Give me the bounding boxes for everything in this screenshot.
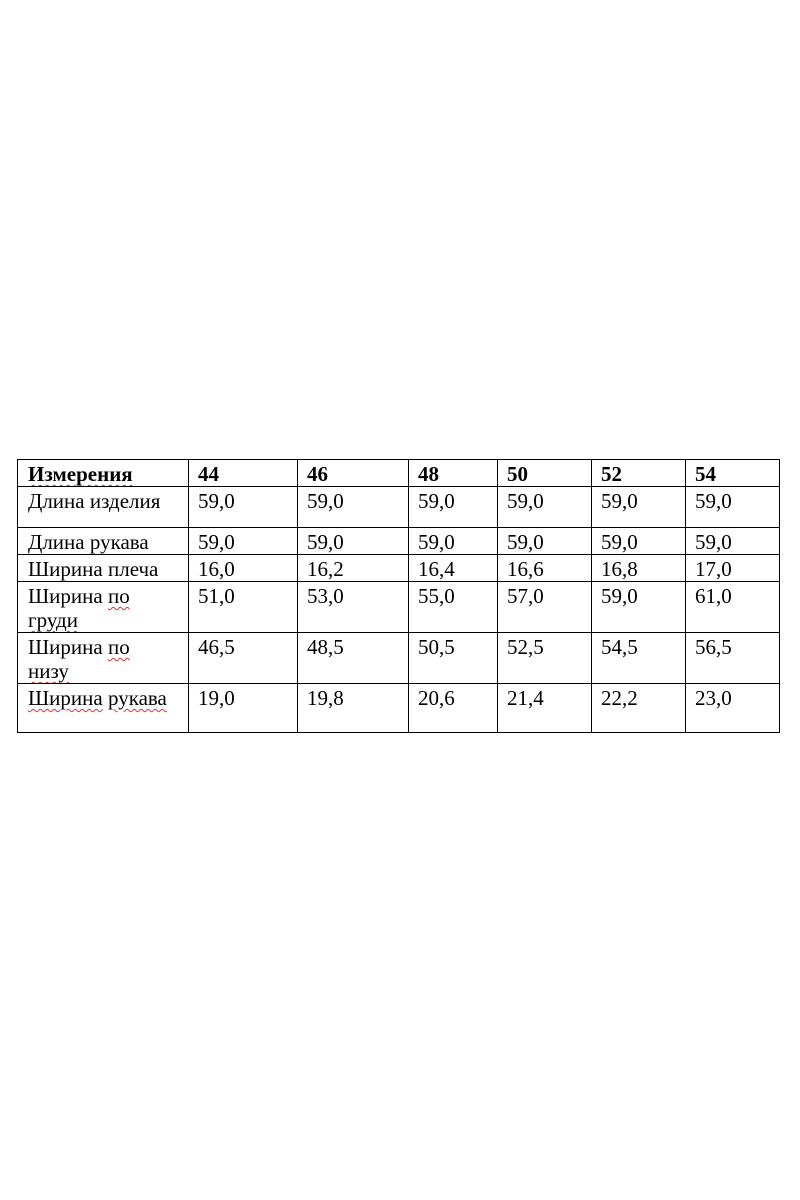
table-cell: 57,0 <box>498 582 592 633</box>
table-cell: 16,8 <box>592 555 686 582</box>
size-chart-table <box>17 459 780 733</box>
table-header-row <box>18 460 780 487</box>
header-size-54: 54 <box>686 460 780 487</box>
table-cell: 16,6 <box>498 555 592 582</box>
table-row <box>18 684 780 733</box>
table-cell: 54,5 <box>592 633 686 684</box>
row-label-chest-width: Ширина по груди <box>18 582 189 633</box>
table-cell: 16,0 <box>189 555 298 582</box>
header-measurements-label: Измерения <box>18 460 189 487</box>
table-row <box>18 633 780 684</box>
table-cell: 59,0 <box>189 487 298 528</box>
row-label-shoulder-width: Ширина плеча <box>18 555 189 582</box>
table-cell: 17,0 <box>686 555 780 582</box>
table-row <box>18 555 780 582</box>
header-size-44: 44 <box>189 460 298 487</box>
table-cell: 19,8 <box>298 684 409 733</box>
header-size-52: 52 <box>592 460 686 487</box>
table-cell: 20,6 <box>409 684 498 733</box>
table-row <box>18 487 780 528</box>
header-size-46: 46 <box>298 460 409 487</box>
table-cell: 59,0 <box>592 487 686 528</box>
table-cell: 16,4 <box>409 555 498 582</box>
table-cell: 59,0 <box>409 487 498 528</box>
header-size-50: 50 <box>498 460 592 487</box>
table-cell: 59,0 <box>686 487 780 528</box>
table-cell: 50,5 <box>409 633 498 684</box>
table-cell: 59,0 <box>592 528 686 555</box>
table-cell: 59,0 <box>498 528 592 555</box>
table-cell: 51,0 <box>189 582 298 633</box>
row-label-product-length: Длина изделия <box>18 487 189 528</box>
table-cell: 61,0 <box>686 582 780 633</box>
table-cell: 59,0 <box>189 528 298 555</box>
table-row <box>18 528 780 555</box>
table-cell: 22,2 <box>592 684 686 733</box>
table-cell: 16,2 <box>298 555 409 582</box>
table-cell: 19,0 <box>189 684 298 733</box>
table-cell: 23,0 <box>686 684 780 733</box>
header-size-48: 48 <box>409 460 498 487</box>
table-cell: 53,0 <box>298 582 409 633</box>
table-cell: 59,0 <box>298 487 409 528</box>
table-cell: 59,0 <box>409 528 498 555</box>
table-cell: 59,0 <box>686 528 780 555</box>
table-cell: 48,5 <box>298 633 409 684</box>
table-row <box>18 582 780 633</box>
table-cell: 21,4 <box>498 684 592 733</box>
table-cell: 59,0 <box>298 528 409 555</box>
table-cell: 56,5 <box>686 633 780 684</box>
table-cell: 55,0 <box>409 582 498 633</box>
table-cell: 59,0 <box>592 582 686 633</box>
table-cell: 59,0 <box>498 487 592 528</box>
table-cell: 52,5 <box>498 633 592 684</box>
row-label-sleeve-width: Ширина рукава <box>18 684 189 733</box>
row-label-hem-width: Ширина по низу <box>18 633 189 684</box>
table-cell: 46,5 <box>189 633 298 684</box>
row-label-sleeve-length: Длина рукава <box>18 528 189 555</box>
